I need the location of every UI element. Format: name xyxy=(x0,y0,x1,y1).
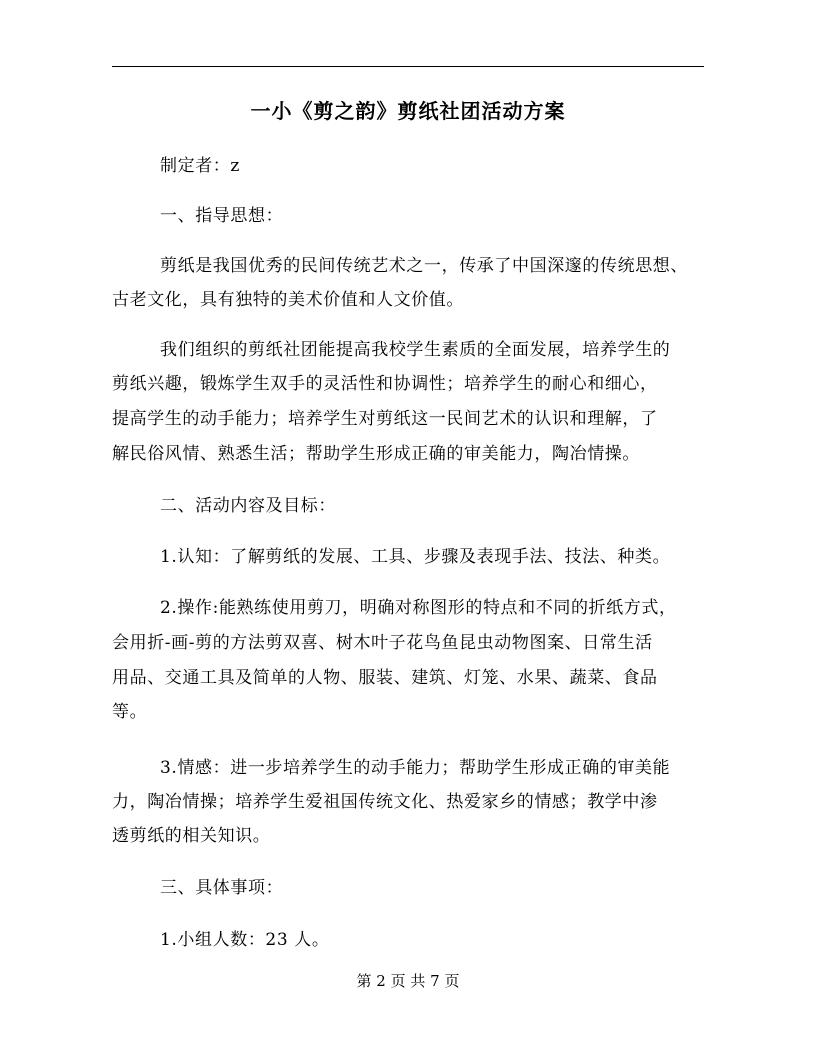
list-item-operation: 2.操作:能熟练使用剪刀，明确对称图形的特点和不同的折纸方式， xyxy=(160,598,677,618)
document-title: 一小《剪之韵》剪纸社团活动方案 xyxy=(250,99,566,123)
paragraph-line: 剪纸兴趣，锻炼学生双手的灵活性和协调性；培养学生的耐心和细心， xyxy=(112,374,658,394)
list-item-emotion-cont: 透剪纸的相关知识。 xyxy=(112,826,271,846)
section-heading-specific-items: 三、具体事项： xyxy=(160,878,284,898)
list-item-emotion: 3.情感：进一步培养学生的动手能力；帮助学生形成正确的审美能 xyxy=(160,758,671,778)
paragraph-line: 古老文化，具有独特的美术价值和人文价值。 xyxy=(112,290,464,310)
header-rule xyxy=(112,66,704,67)
list-item-emotion-cont: 力，陶冶情操；培养学生爱祖国传统文化、热爱家乡的情感；教学中渗 xyxy=(112,792,658,812)
paragraph-line: 剪纸是我国优秀的民间传统艺术之一，传承了中国深邃的传统思想、 xyxy=(160,256,688,276)
list-item-operation-cont: 等。 xyxy=(112,702,148,722)
list-item-operation-cont: 会用折-画-剪的方法剪双喜、树木叶子花鸟鱼昆虫动物图案、日常生活 xyxy=(112,633,653,653)
section-heading-activity-content: 二、活动内容及目标： xyxy=(160,496,336,516)
paragraph-line: 解民俗风情、熟悉生活；帮助学生形成正确的审美能力，陶冶情操。 xyxy=(112,444,640,464)
list-item-cognition: 1.认知：了解剪纸的发展、工具、步骤及表现手法、技法、种类。 xyxy=(160,547,671,567)
paragraph-line: 提高学生的动手能力；培养学生对剪纸这一民间艺术的认识和理解，了 xyxy=(112,409,658,429)
author-line: 制定者：z xyxy=(160,156,240,176)
section-heading-guiding-thought: 一、指导思想： xyxy=(160,206,284,226)
page-number: 第 2 页 共 7 页 xyxy=(356,972,460,990)
list-item-group-size: 1.小组人数：23 人。 xyxy=(160,930,330,950)
paragraph-line: 我们组织的剪纸社团能提高我校学生素质的全面发展，培养学生的 xyxy=(160,340,671,360)
list-item-operation-cont: 用品、交通工具及简单的人物、服装、建筑、灯笼、水果、蔬菜、食品 xyxy=(112,668,658,688)
